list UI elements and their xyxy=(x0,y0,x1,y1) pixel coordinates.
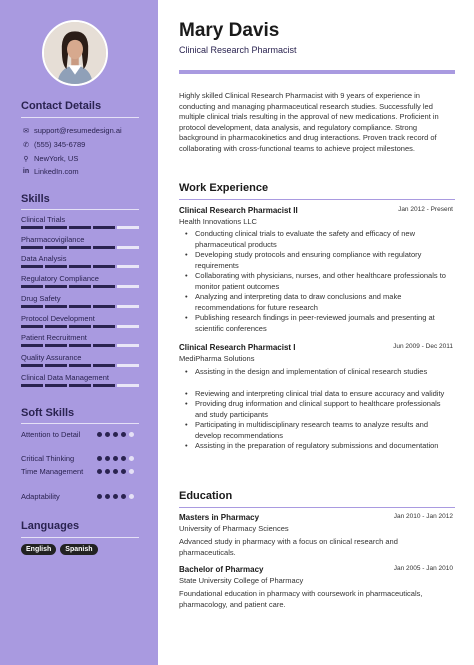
rating-dot xyxy=(129,469,134,474)
rating-dot xyxy=(105,494,110,499)
job-date: Jun 2009 - Dec 2011 xyxy=(393,343,453,350)
skills-section-title: Skills xyxy=(21,193,50,205)
skill-level-segment xyxy=(117,364,139,367)
skill-level-segment xyxy=(117,246,139,249)
rating-dot xyxy=(129,456,134,461)
sidebar xyxy=(0,0,158,665)
skill-name: Quality Assurance xyxy=(21,352,82,362)
rating-dot xyxy=(129,494,134,499)
rating-dot xyxy=(97,469,102,474)
skill-level-segment xyxy=(69,325,91,328)
skill-level-segment xyxy=(93,384,115,387)
skill-level-segment xyxy=(21,265,43,268)
email-icon: ✉ xyxy=(23,127,29,135)
skill-name: Drug Safety xyxy=(21,293,61,303)
skill-level-segment xyxy=(69,384,91,387)
skills-divider xyxy=(21,209,139,210)
rating-dot xyxy=(97,494,102,499)
rating-dot xyxy=(121,456,126,461)
language-pill: Spanish xyxy=(60,544,97,555)
job-company: Health Innovations LLC xyxy=(179,217,257,226)
professional-summary: Highly skilled Clinical Research Pharmacist with 9 years of experience in conducting and managing pharmaceutical research studies. Successfully led multiple clinical trials resulting in the approval of new medications. Proficient in protocol development, data analysis, and regulatory compliance. Strong background in pharmacokinetics and drug interactions. Proven track record of collaborating with cross-functional teams to achieve project milestones. xyxy=(179,91,439,153)
soft-skill-rating xyxy=(97,494,134,499)
skill-level-segment xyxy=(45,265,67,268)
rating-dot xyxy=(97,456,102,461)
skill-level-segment xyxy=(45,285,67,288)
degree-date: Jan 2005 - Jan 2010 xyxy=(393,565,453,572)
skill-name: Clinical Data Management xyxy=(21,372,109,382)
job-title: Clinical Research Pharmacist I xyxy=(179,343,296,352)
rating-dot xyxy=(113,469,118,474)
skill-level-segment xyxy=(45,226,67,229)
skill-level-segment xyxy=(117,285,139,288)
skill-level-segment xyxy=(45,384,67,387)
job-title: Clinical Research Pharmacist II xyxy=(179,206,298,215)
soft-skills-divider xyxy=(21,423,139,424)
skill-name: Regulatory Compliance xyxy=(21,274,99,284)
contact-linkedin[interactable]: in LinkedIn.com xyxy=(22,167,79,176)
job-bullet: • Conducting clinical trials to evaluate the safety and efficacy of new pharmaceutical products xyxy=(185,229,453,250)
skill-level-segment xyxy=(117,305,139,308)
linkedin-icon: in xyxy=(22,168,30,175)
job-bullets xyxy=(185,229,453,334)
skill-level-segment xyxy=(21,325,43,328)
job-bullet: • Providing drug information and clinical support to healthcare professionals and study participants xyxy=(185,399,453,420)
experience-divider xyxy=(179,199,455,200)
skill-level-segment xyxy=(69,305,91,308)
rating-dot xyxy=(129,432,134,437)
degree-description: Advanced study in pharmacy with a focus on clinical research and pharmaceuticals. xyxy=(179,537,398,557)
skill-level-segment xyxy=(69,285,91,288)
skill-name: Patient Recruitment xyxy=(21,333,87,343)
school-name: State University College of Pharmacy xyxy=(179,576,304,585)
skill-level-segment xyxy=(45,246,67,249)
language-pill: English xyxy=(21,544,56,555)
skill-level-segment xyxy=(69,344,91,347)
degree-description: Foundational education in pharmacy with coursework in pharmaceuticals, pharmacology, and patient care. xyxy=(179,589,423,609)
degree-title: Masters in Pharmacy xyxy=(179,513,260,522)
experience-section-title: Work Experience xyxy=(179,182,269,194)
skill-level-segment xyxy=(93,265,115,268)
skill-level-bar xyxy=(21,285,139,288)
skill-level-segment xyxy=(21,305,43,308)
skill-level-segment xyxy=(21,344,43,347)
job-bullet: • Assisting in the design and implementation of clinical research studies xyxy=(185,367,453,378)
candidate-name: Mary Davis xyxy=(179,20,280,41)
skill-name: Data Analysis xyxy=(21,254,67,264)
skill-name: Pharmacovigilance xyxy=(21,234,85,244)
rating-dot xyxy=(121,432,126,437)
job-bullet: • Participating in multidisciplinary research teams to analyze results and develop recommendations xyxy=(185,420,453,441)
education-section-title: Education xyxy=(179,490,233,502)
languages-section-title: Languages xyxy=(21,520,80,532)
rating-dot xyxy=(121,469,126,474)
languages-divider xyxy=(21,537,139,538)
skill-level-segment xyxy=(45,364,67,367)
skill-level-segment xyxy=(69,226,91,229)
profile-photo xyxy=(42,20,108,86)
skill-level-segment xyxy=(69,246,91,249)
job-bullet: • Publishing research findings in peer-reviewed journals and presenting at scientific conferences xyxy=(185,313,453,334)
skill-level-segment xyxy=(117,344,139,347)
skill-level-segment xyxy=(21,226,43,229)
candidate-role: Clinical Research Pharmacist xyxy=(179,45,297,55)
skill-level-bar xyxy=(21,384,139,387)
skill-level-segment xyxy=(93,305,115,308)
skill-level-segment xyxy=(93,325,115,328)
skill-level-segment xyxy=(45,305,67,308)
rating-dot xyxy=(113,494,118,499)
soft-skill-rating xyxy=(97,469,134,474)
skill-name: Protocol Development xyxy=(21,313,95,323)
skill-level-bar xyxy=(21,305,139,308)
job-bullets xyxy=(185,367,453,452)
skill-level-segment xyxy=(21,384,43,387)
job-bullet: • Reviewing and interpreting clinical trial data to ensure accuracy and validity xyxy=(185,389,453,400)
rating-dot xyxy=(113,456,118,461)
skill-level-segment xyxy=(117,325,139,328)
job-bullet: • Analyzing and interpreting data to draw conclusions and make recommendations for future research xyxy=(185,292,453,313)
rating-dot xyxy=(105,432,110,437)
soft-skill-rating xyxy=(97,456,134,461)
skill-level-segment xyxy=(21,285,43,288)
skill-level-segment xyxy=(21,246,43,249)
skill-level-bar xyxy=(21,325,139,328)
skill-level-segment xyxy=(93,344,115,347)
soft-skill-name: Critical Thinking xyxy=(21,454,75,463)
rating-dot xyxy=(113,432,118,437)
job-company: MediPharma Solutions xyxy=(179,354,255,363)
job-bullet: • Developing study protocols and ensuring compliance with regulatory requirements xyxy=(185,250,453,271)
job-date: Jan 2012 - Present xyxy=(398,206,453,213)
skill-level-segment xyxy=(45,344,67,347)
soft-skill-name: Adaptability xyxy=(21,492,60,501)
job-bullet: • Collaborating with physicians, nurses, and other healthcare professionals to monitor patient outcomes xyxy=(185,271,453,292)
skill-level-segment xyxy=(117,226,139,229)
skill-level-bar xyxy=(21,364,139,367)
languages-list xyxy=(21,544,98,555)
skill-level-segment xyxy=(69,364,91,367)
contact-phone[interactable]: ✆ (555) 345-6789 xyxy=(21,140,85,149)
soft-skill-name: Time Management xyxy=(21,467,84,476)
contact-email[interactable]: ✉ support@resumedesign.ai xyxy=(21,126,122,135)
skill-level-segment xyxy=(117,265,139,268)
school-name: University of Pharmacy Sciences xyxy=(179,524,289,533)
rating-dot xyxy=(121,494,126,499)
contact-section-title: Contact Details xyxy=(21,100,102,112)
soft-skill-name: Attention to Detail xyxy=(21,430,81,439)
skill-level-bar xyxy=(21,246,139,249)
education-divider xyxy=(179,507,455,508)
skill-level-segment xyxy=(93,226,115,229)
soft-skill-rating xyxy=(97,432,134,437)
skill-level-segment xyxy=(93,364,115,367)
contact-divider xyxy=(21,117,139,118)
degree-date: Jan 2010 - Jan 2012 xyxy=(393,513,453,520)
degree-title: Bachelor of Pharmacy xyxy=(179,565,264,574)
rating-dot xyxy=(105,456,110,461)
contact-location: ⚲ NewYork, US xyxy=(21,154,78,163)
rating-dot xyxy=(105,469,110,474)
skill-level-bar xyxy=(21,265,139,268)
job-bullet: • Assisting in the preparation of regulatory submissions and documentation xyxy=(185,441,453,452)
rating-dot xyxy=(97,432,102,437)
skill-level-segment xyxy=(69,265,91,268)
skill-level-segment xyxy=(117,384,139,387)
skill-level-segment xyxy=(45,325,67,328)
skill-level-bar xyxy=(21,344,139,347)
skill-level-segment xyxy=(93,246,115,249)
soft-skills-section-title: Soft Skills xyxy=(21,407,75,419)
skill-name: Clinical Trials xyxy=(21,215,66,224)
location-pin-icon: ⚲ xyxy=(23,155,29,163)
skill-level-segment xyxy=(21,364,43,367)
header-divider xyxy=(179,70,455,74)
phone-icon: ✆ xyxy=(23,141,29,149)
skill-level-segment xyxy=(93,285,115,288)
skill-level-bar xyxy=(21,226,139,229)
